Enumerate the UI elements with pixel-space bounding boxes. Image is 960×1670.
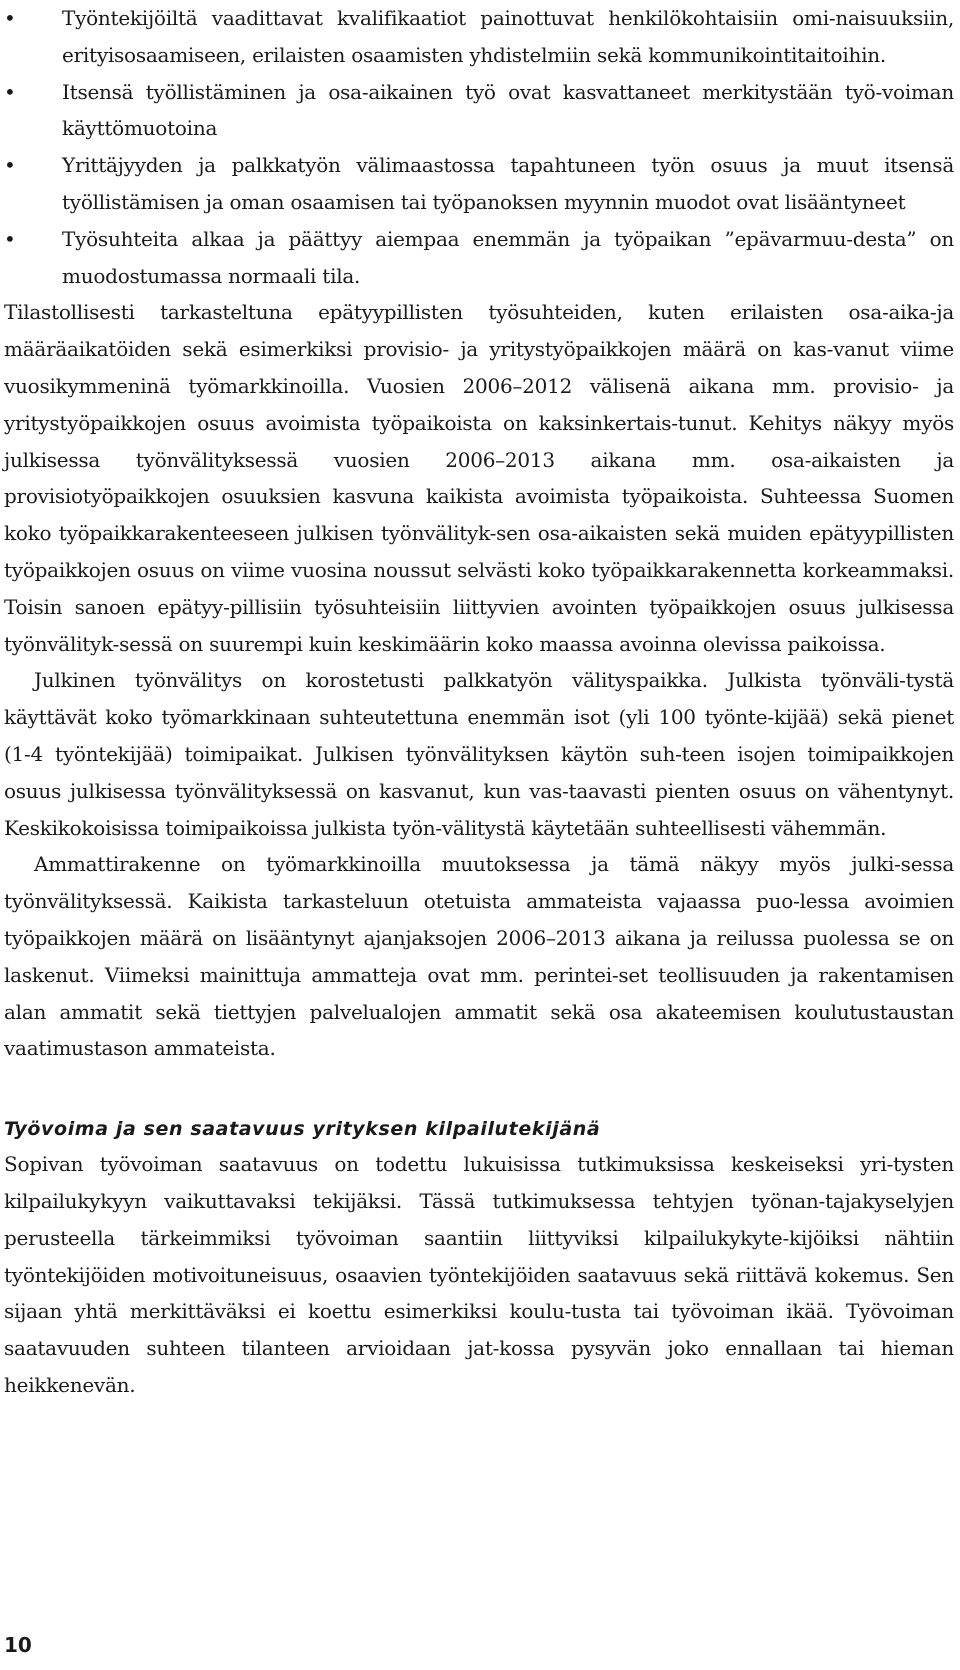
paragraph-atypical-employment: Tilastollisesti tarkasteltuna epätyypillisten työsuhteiden, kuten erilaisten osa-aika-ja määräaikatöiden sekä esimerkiksi provisio- ja yritystyöpaikkojen määrä on kas-vanut viime vuosikymmeninä työmarkkinoilla. Vuosien 2006–2012 välisenä aikana mm. provisio- ja yritystyöpaikkojen osuus avoimista työpaikoista on kaksinkertais-tunut. Kehitys näkyy myös julkisessa työnvälityksessä vuosien 2006–2013 aikana mm. osa-aikaisten ja provisiotyöpaikkojen osuuksien kasvuna kaikista avoimista työpaikoista. Suhteessa Suomen koko työpaikkarakenteeseen julkisen työnvälityk-sen osa-aikaisten sekä muiden epätyypillisten työpaikkojen osuus on viime vuosina noussut selvästi koko työpaikkarakennetta korkeammaksi. Toisin sanoen epätyy-pillisiin työsuhteisiin liittyvien avointen työpaikkojen osuus julkisessa työnvälityk-sessä on suurempi kuin keskimäärin koko maassa avoinna olevissa paikoissa. <box>4 300 954 656</box>
bullet-icon: • <box>4 79 16 104</box>
list-item-text: Yrittäjyyden ja palkkatyön välimaastossa tapahtuneen työn osuus ja muut itsensä työllistämisen ja oman osaamisen tai työpanoksen myynnin muodot ovat lisääntyneet <box>62 153 954 214</box>
list-item-text: Työntekijöiltä vaadittavat kvalifikaatiot painottuvat henkilökohtaisiin omi-naisuuksiin, erityisosaamiseen, erilaisten osaamisten yhdistelmiin sekä kommunikointitaitoihin. <box>62 6 954 67</box>
paragraph-occupational-structure: Ammattirakenne on työmarkkinoilla muutoksessa ja tämä näkyy myös julki-sessa työnvälityksessä. Kaikista tarkasteluun otetuista ammateista vajaassa puo-lessa avoimien työpaikkojen määrä on lisääntynyt ajanjaksojen 2006–2013 aikana ja reilussa puolessa se on laskenut. Viimeksi mainittuja ammatteja ovat mm. perintei-set teollisuuden ja rakentamisen alan ammatit sekä tiettyjen palvelualojen ammatit sekä osa akateemisen koulutustaustan vaatimustason ammateista. <box>4 852 954 1061</box>
body-text <box>4 0 954 1404</box>
list-item-text: Työsuhteita alkaa ja päättyy aiempaa enemmän ja työpaikan ”epävarmuu-desta” on muodostumassa normaali tila. <box>62 226 954 288</box>
list-item <box>4 221 954 295</box>
paragraph-public-employment-service: Julkinen työnvälitys on korostetusti palkkatyön välityspaikka. Julkista työnväli-tystä käyttävät koko työmarkkinaan suhteutettuna enemmän isot (yli 100 työnte-kijää) sekä pienet (1-4 työntekijää) toimipaikat. Julkisen työnvälityksen käytön suh-teen isojen toimipaikkojen osuus julkisessa työnvälityksessä on kasvanut, kun vas-taavasti pienten osuus on vähentynyt. Keskikokoisissa toimipaikoissa julkista työn-välitystä käytetään suhteellisesti vähemmän. <box>4 668 954 840</box>
bullet-list <box>4 0 954 294</box>
list-item <box>4 74 954 148</box>
list-item-text: Itsensä työllistäminen ja osa-aikainen työ ovat kasvattaneet merkitystään työ-voiman käyttömuotoina <box>62 79 954 141</box>
bullet-icon: • <box>4 226 16 251</box>
list-item <box>4 147 954 221</box>
section-heading: Työvoima ja sen saatavuus yrityksen kilpailutekijänä <box>4 1118 601 1141</box>
bullet-icon: • <box>4 153 16 178</box>
list-item <box>4 0 954 74</box>
section-spacer <box>4 1067 954 1112</box>
paragraph-labour-availability: Sopivan työvoiman saatavuus on todettu lukuisissa tutkimuksissa keskeiseksi yri-tysten kilpailukykyyn vaikuttavaksi tekijäksi. Tässä tutkimuksessa tehtyjen työnan-tajakyselyjen perusteella tärkeimmiksi työvoiman saantiin liittyviksi kilpailukykyte-kijöiksi nähtiin työntekijöiden motivoituneisuus, osaavien työntekijöiden saatavuus sekä riittävä kokemus. Sen sijaan yhtä merkittäväksi ei koettu esimerkiksi koulu-tusta tai työvoiman ikää. Työvoiman saatavuuden suhteen tilanteen arvioidaan jat-kossa pysyvän joko ennallaan tai hieman heikkenevän. <box>4 1152 954 1397</box>
bullet-icon: • <box>4 6 16 30</box>
page-number: 10 <box>4 1633 32 1657</box>
